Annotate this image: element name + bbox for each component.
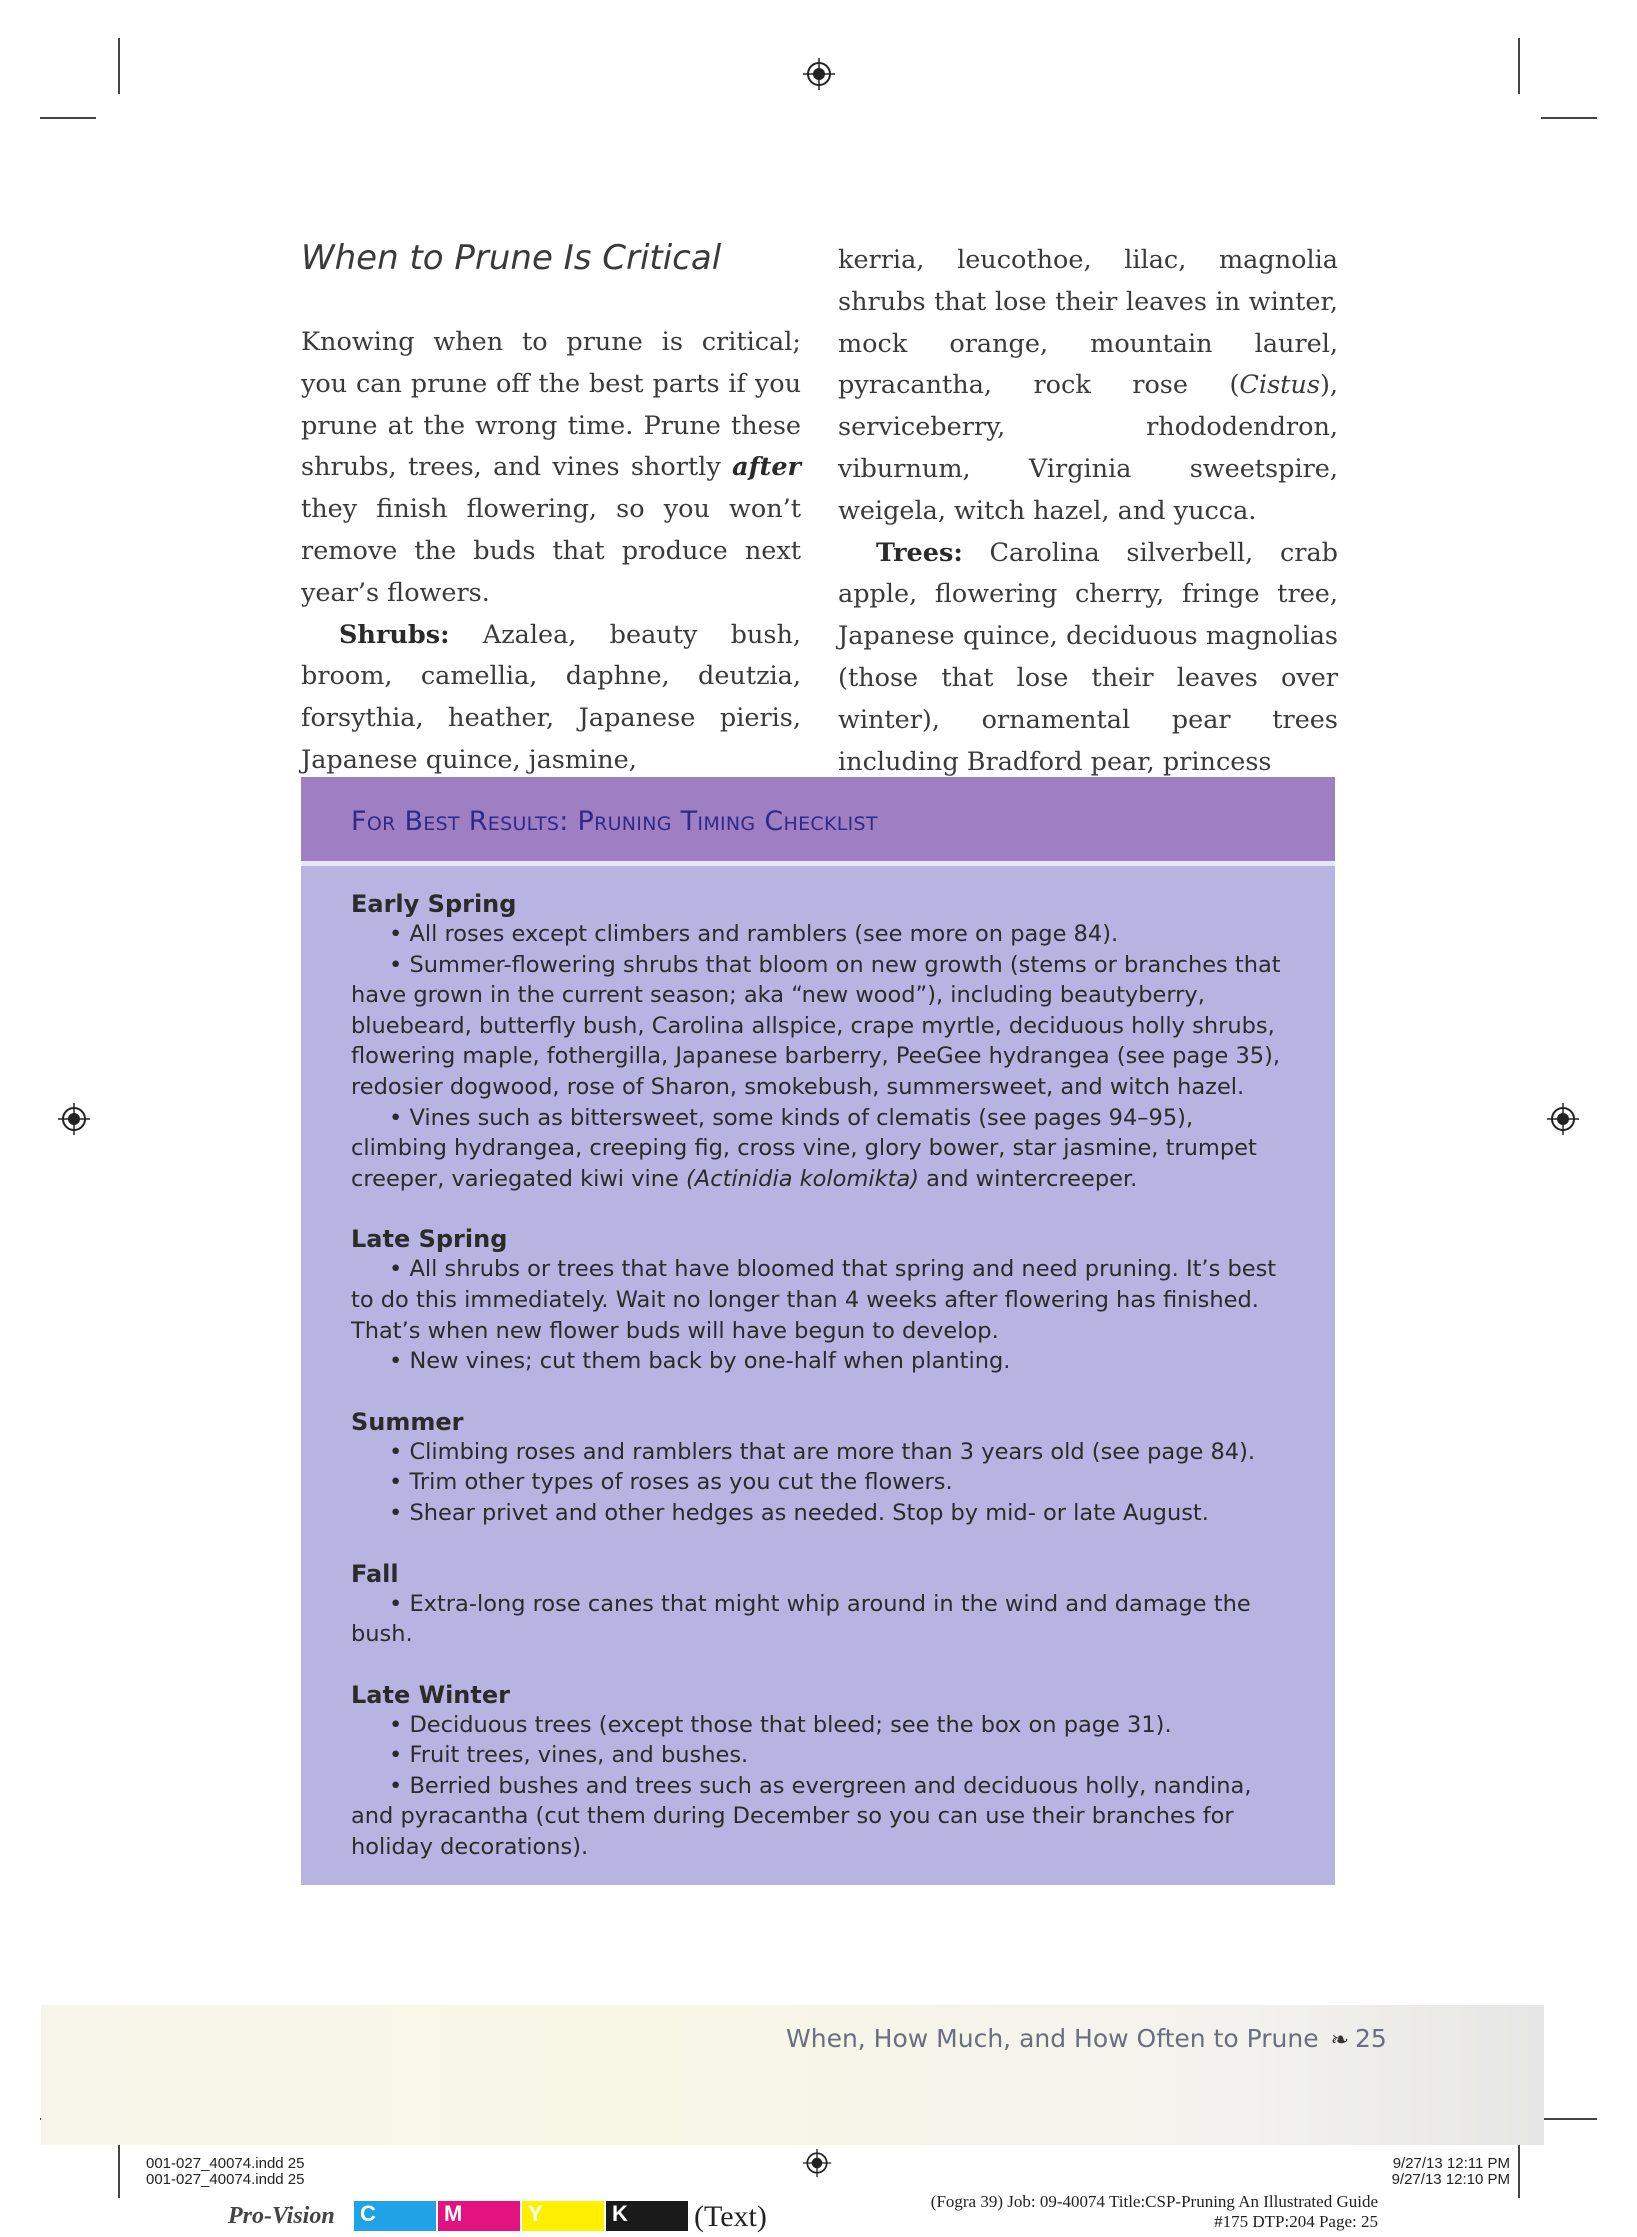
checklist-title: For Best Results: Pruning Timing Checklist [351,806,878,837]
body-column-right [838,240,1338,783]
shrubs-continued-paragraph: kerria, leucothoe, lilac, magnolia shrubs that lose their leaves in winter, mock orange, mountain laurel, pyracantha, rock rose (Cistus), serviceberry, rhododendron, viburnum, Virginia sweetspire, weigela, witch hazel, and yucca. [838,245,1338,526]
yellow-swatch: Y [522,2201,604,2231]
cyan-swatch: C [354,2201,436,2231]
season-summer [351,1407,1291,1529]
magenta-swatch: M [438,2201,520,2231]
text-plate-label: (Text) [694,2200,767,2233]
crop-mark [40,117,96,119]
checklist-header [301,777,1335,861]
registration-mark-icon [802,2148,832,2178]
checklist-item: • New vines; cut them back by one-half when planting. [351,1346,1291,1377]
checklist-item: • Shear privet and other hedges as needed. Stop by mid- or late August. [351,1498,1291,1529]
crop-mark [1518,38,1520,94]
intro-paragraph: Knowing when to prune is critical; you can prune off the best parts if you prune at the wrong time. Prune these shrubs, trees, and vines shortly after they finish flowering, so you won’t remove the buds that produce next year’s flowers. [301,327,801,608]
job-info: (Fogra 39) Job: 09-40074 Title:CSP-Pruning An Illustrated Guide #175 DTP:204 Page: 25 [930,2192,1378,2231]
season-late-winter [351,1680,1291,1863]
crop-mark [1541,2118,1597,2120]
body-column-left [301,322,801,782]
divider [301,861,1335,866]
season-heading: Summer [351,1407,464,1436]
checklist-item: • Summer-flowering shrubs that bloom on new growth (stems or branches that have grown in the current season; aka “new wood”), including beautyberry, bluebeard, butterfly bush, Carolina allspice, crape myrtle, deciduous holly shrubs, flowering maple, fothergilla, Japanese barberry, PeeGee hydrangea (see page 35), redosier dogwood, rose of Sharon, smokebush, summersweet, and witch hazel. [351,950,1291,1103]
provision-label: Pro-Vision [228,2203,335,2229]
checklist-item: • Extra-long rose canes that might whip around in the wind and damage the bush. [351,1589,1291,1650]
crop-mark [118,2142,120,2198]
checklist-item: • Fruit trees, vines, and bushes. [351,1740,1291,1771]
black-swatch: K [606,2201,688,2231]
checklist-item: • Trim other types of roses as you cut the flowers. [351,1467,1291,1498]
registration-mark-icon [1546,1102,1580,1136]
checklist-item: • Deciduous trees (except those that bleed; see the box on page 31). [351,1710,1291,1741]
season-early-spring [351,889,1291,1194]
checklist-item: • All shrubs or trees that have bloomed that spring and need pruning. It’s best to do this immediately. Wait no longer than 4 weeks after flowering has finished. That’s when new flower buds will have begun to develop. [351,1254,1291,1346]
page-number: 25 [1355,2024,1387,2053]
registration-mark-icon [57,1102,91,1136]
season-fall [351,1559,1291,1650]
trees-paragraph: Trees: Carolina silverbell, crab apple, flowering cherry, fringe tree, Japanese quince, deciduous magnolias (those that lose their leaves over winter), ornamental pear trees including Bradford pear, princess [838,537,1338,777]
running-footer [786,2024,1387,2053]
checklist-item: • Berried bushes and trees such as evergreen and deciduous holly, nandina, and pyracantha (cut them during December so you can use their branches for holiday decorations). [351,1771,1291,1863]
season-heading: Fall [351,1559,399,1588]
registration-mark-icon [802,57,836,91]
checklist-item: • Vines such as bittersweet, some kinds of clematis (see pages 94–95), climbing hydrangea, creeping fig, cross vine, glory bower, star jasmine, trumpet creeper, variegated kiwi vine (Actinidia kolomikta) and wintercreeper. [351,1103,1291,1195]
checklist-box [301,777,1335,1885]
checklist-item: • Climbing roses and ramblers that are more than 3 years old (see page 84). [351,1437,1291,1468]
season-heading: Early Spring [351,890,517,918]
crop-mark [118,38,120,94]
running-footer-text: When, How Much, and How Often to Prune [786,2024,1319,2053]
season-heading: Late Spring [351,1225,508,1254]
shrubs-label: Shrubs: [339,619,450,650]
checklist-body [351,889,1291,1893]
section-heading: When to Prune Is Critical [301,238,722,278]
slug-date-info: 9/27/13 12:11 PM 9/27/13 12:10 PM [1391,2155,1510,2188]
crop-mark [1518,2142,1520,2198]
season-late-spring [351,1224,1291,1376]
shrubs-paragraph: Shrubs: Azalea, beauty bush, broom, camellia, daphne, deutzia, forsythia, heather, Japanese pieris, Japanese quince, jasmine, [301,619,801,775]
season-heading: Late Winter [351,1680,510,1709]
crop-mark [1541,117,1597,119]
slug-file-info: 001-027_40074.indd 25 001-027_40074.indd 25 [146,2155,305,2188]
trees-label: Trees: [876,537,963,568]
leaf-ornament-icon: ❧ [1330,2028,1350,2053]
checklist-item: • All roses except climbers and ramblers (see more on page 84). [351,919,1291,950]
